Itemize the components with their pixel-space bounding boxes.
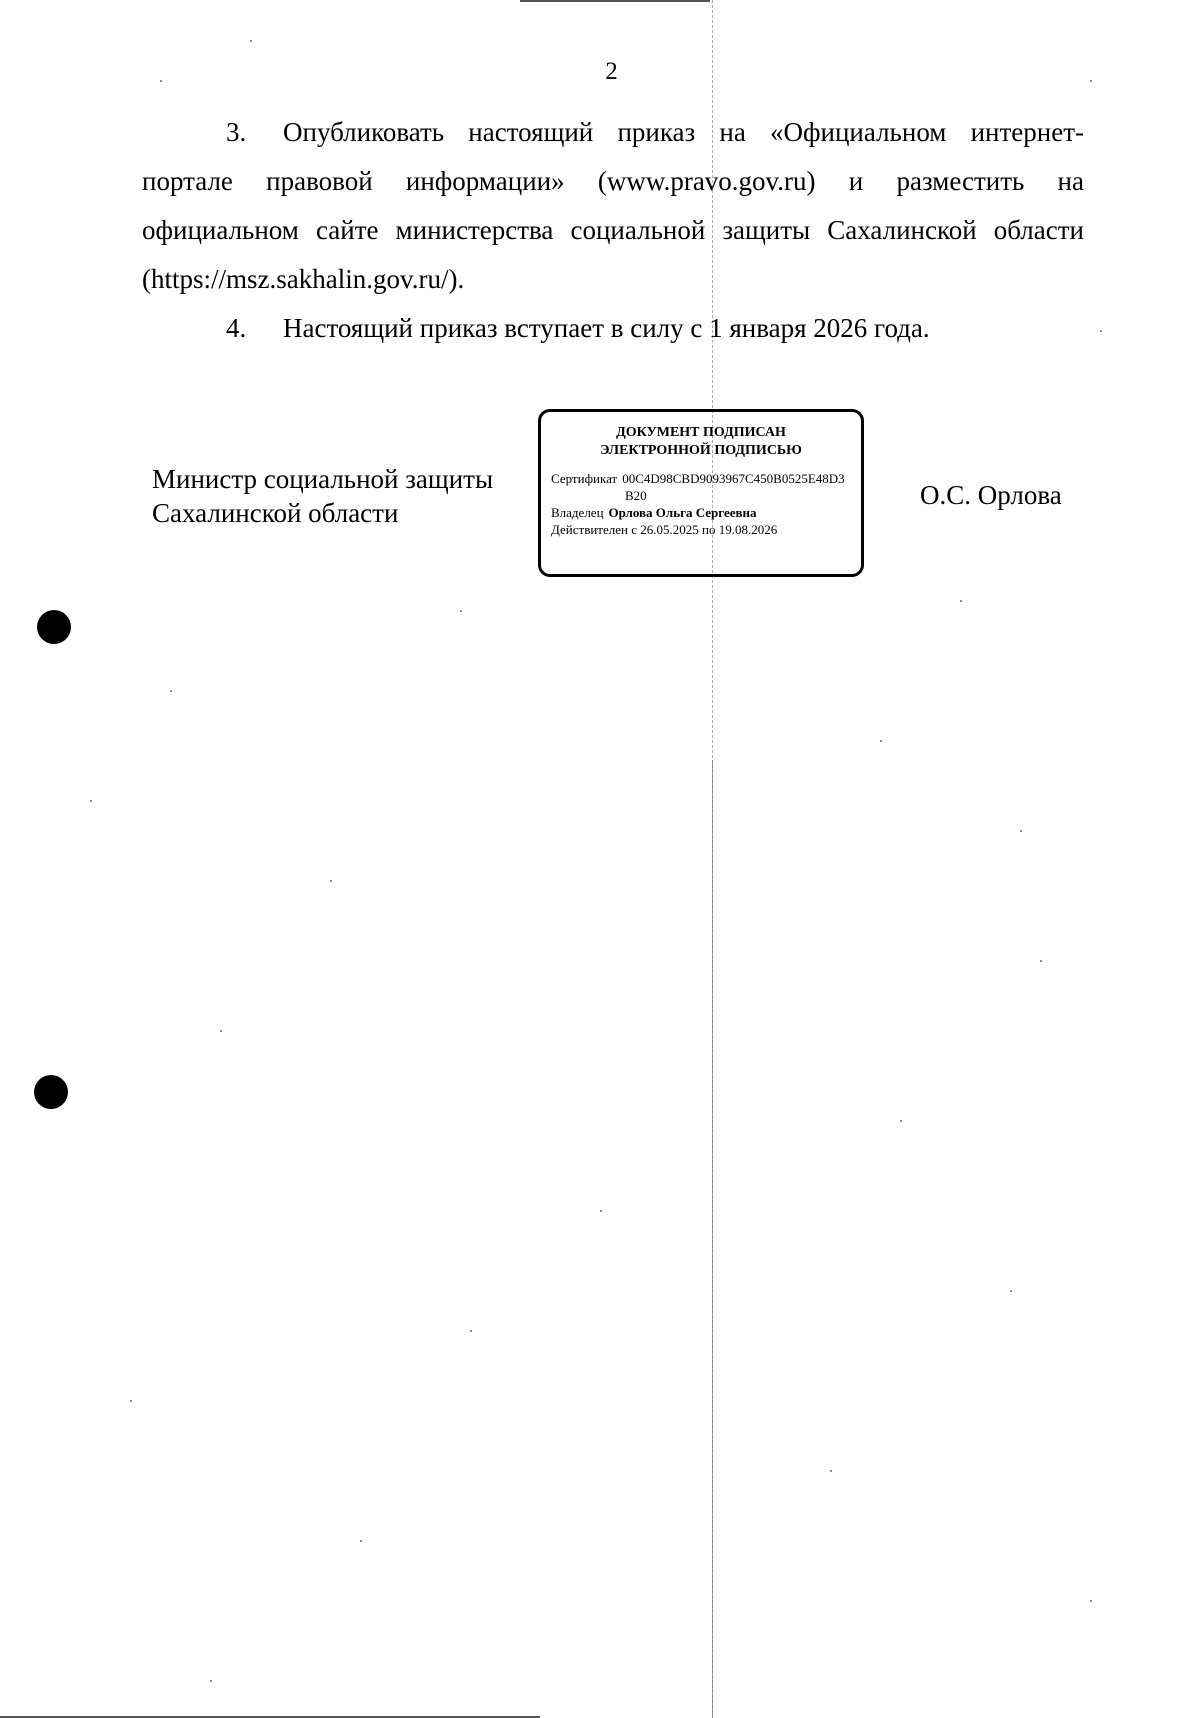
scan-speck: [210, 1680, 212, 1682]
scan-speck: [130, 1400, 132, 1402]
stamp-owner-label: Владелец: [551, 505, 604, 520]
scan-speck: [1090, 1600, 1092, 1602]
paragraph-text: Опубликовать настоящий приказ на «Официальном интернет-портале правовой информации» (www.pravo.gov.ru) и разместить на официальном сайте министерства социальной защиты Сахалинской области (https://msz.sakhalin.gov.ru/).: [142, 117, 1084, 294]
scan-speck: [250, 40, 252, 42]
scan-speck: [220, 1030, 222, 1032]
page-number: 2: [605, 58, 618, 85]
paragraph-number: 4.: [226, 313, 247, 343]
scan-speck: [830, 1470, 832, 1472]
scan-edge-top: [520, 0, 710, 2]
scan-speck: [1100, 330, 1102, 332]
scan-speck: [90, 800, 92, 802]
paragraph-number: 3.: [226, 117, 247, 147]
scan-speck: [330, 880, 332, 882]
scan-speck: [600, 1210, 602, 1212]
stamp-title-line: ЭЛЕКТРОННОЙ ПОДПИСЬЮ: [600, 443, 802, 458]
stamp-certificate-value-cont: B20: [625, 488, 647, 503]
scan-speck: [880, 740, 882, 742]
stamp-owner-value: Орлова Ольга Сергеевна: [608, 505, 757, 520]
signer-position-line: Сахалинской области: [152, 498, 399, 528]
scan-fold-line-lower: [712, 760, 713, 1718]
signer-name: О.С. Орлова: [920, 480, 1062, 510]
scan-speck: [900, 1120, 902, 1122]
scan-speck: [960, 600, 962, 602]
scan-speck: [360, 1540, 362, 1542]
paragraph-3: [142, 108, 1084, 304]
stamp-certificate: [551, 470, 851, 504]
stamp-certificate-value: 00C4D98CBD9093967C450B0525E48D3: [622, 471, 845, 486]
scan-speck: [470, 1330, 472, 1332]
signer-position: [152, 462, 493, 530]
stamp-validity: Действителен с 26.05.2025 по 19.08.2026: [551, 522, 778, 537]
paragraph-4: [142, 304, 1084, 353]
punch-hole-lower: [34, 1075, 68, 1109]
stamp-certificate-label: Сертификат: [551, 471, 618, 486]
signer-position-line: Министр социальной защиты: [152, 464, 494, 494]
scan-speck: [170, 690, 172, 692]
scan-speck: [1040, 960, 1042, 962]
electronic-signature-stamp: [538, 409, 864, 577]
scan-speck: [460, 610, 462, 612]
scan-speck: [1020, 830, 1022, 832]
paragraph-text: Настоящий приказ вступает в силу с 1 января 2026 года.: [283, 313, 930, 343]
stamp-owner: [551, 504, 851, 521]
scan-speck: [1010, 1290, 1012, 1292]
punch-hole-upper: [37, 610, 71, 644]
stamp-title-line: ДОКУМЕНТ ПОДПИСАН: [616, 425, 786, 440]
